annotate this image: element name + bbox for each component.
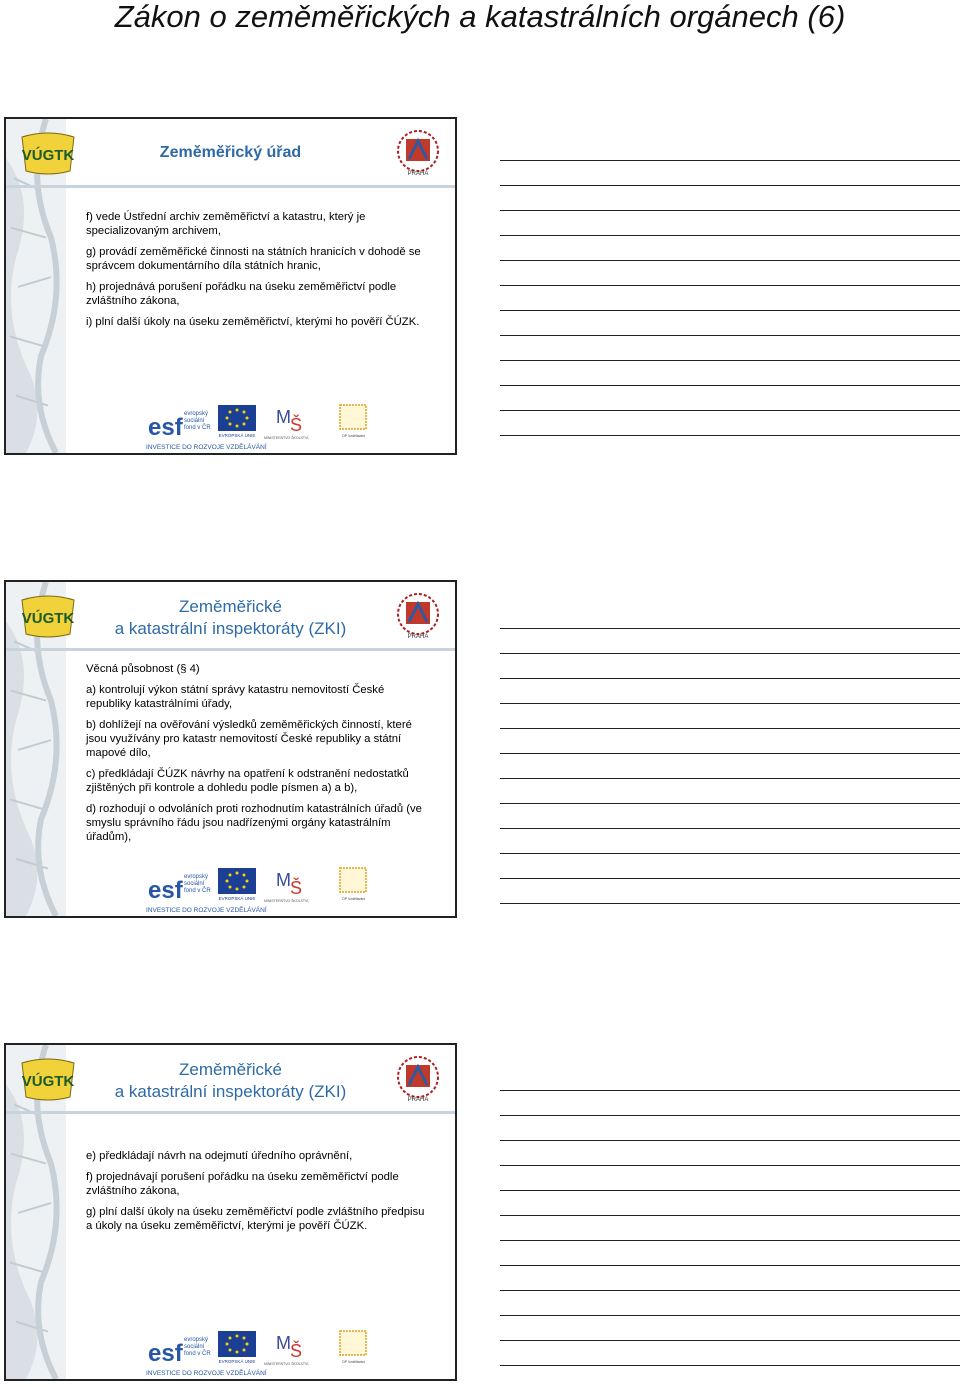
slide-title-line1: Zeměměřické	[179, 1060, 282, 1079]
svg-text:PRAHA: PRAHA	[407, 171, 429, 177]
note-line	[500, 210, 960, 211]
svg-text:sociální: sociální	[184, 418, 205, 424]
slide-title-line1: Zeměměřický úřad	[159, 144, 302, 161]
svg-text:Š: Š	[290, 1341, 303, 1361]
vugtk-logo	[20, 131, 76, 175]
page-title: Zákon o zeměměřických a katastrálních orgánech (6)	[114, 0, 846, 34]
svg-text:INVESTICE DO ROZVOJE VZDĚLÁVÁN: INVESTICE DO ROZVOJE VZDĚLÁVÁNÍ	[146, 907, 267, 914]
svg-text:EVROPSKÁ UNIE: EVROPSKÁ UNIE	[218, 1359, 256, 1364]
svg-text:fond v ČR: fond v ČR	[184, 425, 211, 431]
slide-title-line2: a katastrální inspektoráty (ZKI)	[114, 619, 347, 638]
slide-body	[86, 1149, 426, 1240]
note-line	[500, 628, 960, 629]
svg-text:evropský: evropský	[184, 1337, 209, 1343]
note-line	[500, 310, 960, 311]
slide-paragraph: f) vede Ústřední archiv zeměměřictví a katastru, který je specializovaným archivem,	[86, 211, 366, 237]
note-line	[500, 1365, 960, 1366]
slide-title	[76, 1059, 385, 1103]
svg-text:EVROPSKÁ UNIE: EVROPSKÁ UNIE	[218, 896, 256, 901]
slide-paragraph: g) plní další úkoly na úseku zeměměřictví podle zvláštního předpisu a úkoly na úseku zeměměřictví, kterými je pověří ČÚZK.	[86, 1206, 425, 1232]
slide-title-line1: Zeměměřické	[179, 597, 282, 616]
slide-2	[4, 580, 457, 918]
note-line	[500, 1115, 960, 1116]
slide-paragraph: d) rozhodují o odvoláních proti rozhodnutím katastrálních úřadů (ve smyslu správního řádu jsou nadřízenými orgány katastrálním úřadům),	[86, 803, 422, 843]
slide-body	[86, 662, 426, 851]
praha-logo	[389, 127, 447, 177]
note-line	[500, 878, 960, 879]
note-line	[500, 160, 960, 161]
svg-text:PRAHA: PRAHA	[407, 1097, 429, 1103]
note-line	[500, 410, 960, 411]
svg-text:sociální: sociální	[184, 881, 205, 887]
svg-text:MINISTERSTVO ŠKOLSTVÍ,: MINISTERSTVO ŠKOLSTVÍ,	[264, 899, 310, 903]
eu-funding-logos	[144, 864, 384, 914]
note-line	[500, 260, 960, 261]
svg-text:sociální: sociální	[184, 1344, 205, 1350]
header-divider	[6, 1111, 455, 1114]
svg-text:OP Vzdělávání: OP Vzdělávání	[342, 897, 366, 901]
note-line	[500, 828, 960, 829]
slide-1	[4, 117, 457, 455]
note-line	[500, 678, 960, 679]
eu-funding-logos	[144, 401, 384, 451]
svg-text:VÚGTK: VÚGTK	[21, 147, 75, 164]
svg-text:VÚGTK: VÚGTK	[21, 1073, 75, 1090]
slide-paragraph: c) předkládají ČÚZK návrhy na opatření k odstranění nedostatků zjištěných při kontrole a dohledu podle písmen a) a b),	[86, 768, 409, 794]
svg-text:fond v ČR: fond v ČR	[184, 888, 211, 894]
slide-title-line2: a katastrální inspektoráty (ZKI)	[114, 1082, 347, 1101]
svg-text:Š: Š	[290, 878, 303, 898]
note-line	[500, 1340, 960, 1341]
svg-text:esf: esf	[148, 1340, 183, 1367]
note-line	[500, 385, 960, 386]
slide-title	[76, 143, 385, 163]
svg-text:evropský: evropský	[184, 874, 209, 880]
svg-text:fond v ČR: fond v ČR	[184, 1351, 211, 1357]
vugtk-logo	[20, 1057, 76, 1101]
note-line	[500, 435, 960, 436]
slide-paragraph: e) předkládají návrh na odejmutí úředního oprávnění,	[86, 1150, 353, 1162]
svg-text:esf: esf	[148, 414, 183, 441]
svg-text:OP Vzdělávání: OP Vzdělávání	[342, 1360, 366, 1364]
note-line	[500, 185, 960, 186]
svg-text:VÚGTK: VÚGTK	[21, 610, 75, 627]
note-line	[500, 360, 960, 361]
note-line	[500, 285, 960, 286]
svg-text:M: M	[276, 1333, 291, 1353]
note-line	[500, 1090, 960, 1091]
note-line	[500, 1215, 960, 1216]
eu-funding-logos	[144, 1327, 384, 1377]
praha-logo	[389, 590, 447, 640]
note-line	[500, 1265, 960, 1266]
svg-text:MINISTERSTVO ŠKOLSTVÍ,: MINISTERSTVO ŠKOLSTVÍ,	[264, 1362, 310, 1366]
note-line	[500, 728, 960, 729]
slide-title	[76, 596, 385, 640]
slide-3	[4, 1043, 457, 1381]
slide-paragraph: Věcná působnost (§ 4)	[86, 663, 200, 675]
note-line	[500, 653, 960, 654]
vugtk-logo	[20, 594, 76, 638]
svg-text:M: M	[276, 407, 291, 427]
slide-paragraph: b) dohlížejí na ověřování výsledků zeměměřických činností, které jsou využívány pro katastr nemovitostí České republiky a státní mapové dílo,	[86, 719, 412, 759]
note-line	[500, 1315, 960, 1316]
slide-paragraph: g) provádí zeměměřické činnosti na státních hranicích v dohodě se správcem dokumentárního díla státních hranic,	[86, 246, 421, 272]
note-line	[500, 1290, 960, 1291]
note-line	[500, 853, 960, 854]
svg-text:evropský: evropský	[184, 411, 209, 417]
svg-text:INVESTICE DO ROZVOJE VZDĚLÁVÁN: INVESTICE DO ROZVOJE VZDĚLÁVÁNÍ	[146, 444, 267, 451]
svg-text:Š: Š	[290, 415, 303, 435]
svg-text:PRAHA: PRAHA	[407, 634, 429, 640]
note-line	[500, 753, 960, 754]
slide-paragraph: a) kontrolují výkon státní správy katastru nemovitostí České republiky katastrálními úřady,	[86, 684, 385, 710]
slide-paragraph: f) projednávají porušení pořádku na úseku zeměměřictví podle zvláštního zákona,	[86, 1171, 399, 1197]
slide-body	[86, 210, 426, 336]
note-line	[500, 235, 960, 236]
svg-text:OP Vzdělávání: OP Vzdělávání	[342, 434, 366, 438]
slide-paragraph: i) plní další úkoly na úseku zeměměřictví, kterými ho pověří ČÚZK.	[86, 316, 420, 328]
note-line	[500, 335, 960, 336]
svg-text:EVROPSKÁ UNIE: EVROPSKÁ UNIE	[218, 433, 256, 438]
praha-logo	[389, 1053, 447, 1103]
note-line	[500, 903, 960, 904]
note-line	[500, 1140, 960, 1141]
note-line	[500, 1190, 960, 1191]
note-line	[500, 1165, 960, 1166]
header-divider	[6, 185, 455, 188]
note-line	[500, 778, 960, 779]
note-line	[500, 1240, 960, 1241]
svg-text:M: M	[276, 870, 291, 890]
slide-paragraph: h) projednává porušení pořádku na úseku zeměměřictví podle zvláštního zákona,	[86, 281, 397, 307]
svg-text:INVESTICE DO ROZVOJE VZDĚLÁVÁN: INVESTICE DO ROZVOJE VZDĚLÁVÁNÍ	[146, 1370, 267, 1377]
svg-text:esf: esf	[148, 877, 183, 904]
svg-text:MINISTERSTVO ŠKOLSTVÍ,: MINISTERSTVO ŠKOLSTVÍ,	[264, 436, 310, 440]
note-line	[500, 803, 960, 804]
note-line	[500, 703, 960, 704]
header-divider	[6, 648, 455, 651]
